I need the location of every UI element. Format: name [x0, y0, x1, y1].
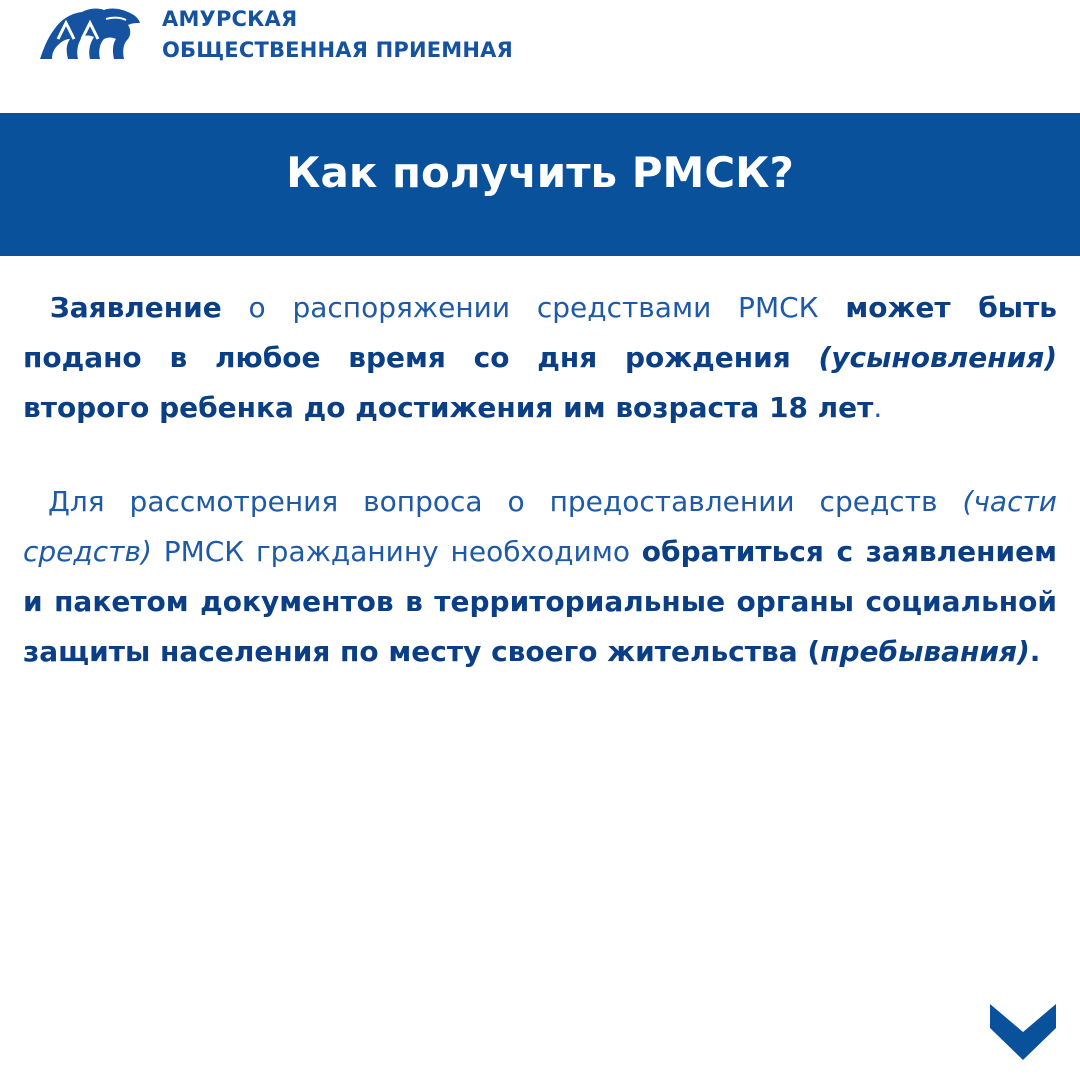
- text-bold: может быть подано в любое время со дня рождения: [23, 291, 1058, 374]
- text-regular: о распоряжении средствами РМСК: [221, 291, 846, 324]
- text-bold: обратиться с заявлением и пакетом документов в территориальные органы социальной защиты населения по месту своего жительства (: [23, 535, 1057, 668]
- text-bold-italic: (усыновления): [818, 341, 1057, 374]
- page-title: Как получить РМСК?: [286, 148, 794, 197]
- text-regular: Для рассмотрения вопроса о предоставлении средств: [47, 485, 963, 518]
- paragraph-application-timing: [23, 283, 1057, 433]
- chevron-down-icon[interactable]: [990, 1004, 1056, 1060]
- text-bold: второго ребенка до достижения им возраста 18 лет: [23, 391, 874, 424]
- text-regular: .: [873, 391, 883, 424]
- paragraph-application-procedure: [23, 477, 1057, 677]
- bear-logo-icon: [36, 3, 142, 63]
- text-italic: (части средств): [23, 485, 1057, 568]
- header: [0, 0, 1080, 112]
- title-banner: [0, 113, 1080, 256]
- text-regular: РМСК гражданину необходимо: [151, 535, 642, 568]
- content-body: [23, 283, 1057, 721]
- organization-name-line1: АМУРСКАЯ: [162, 7, 298, 31]
- text-bold-italic: пребывания): [820, 635, 1030, 668]
- text-bold: .: [1029, 635, 1041, 668]
- organization-name-line2: ОБЩЕСТВЕННАЯ ПРИЕМНАЯ: [162, 38, 513, 62]
- text-bold: Заявление: [49, 291, 222, 324]
- organization-name: [162, 4, 513, 66]
